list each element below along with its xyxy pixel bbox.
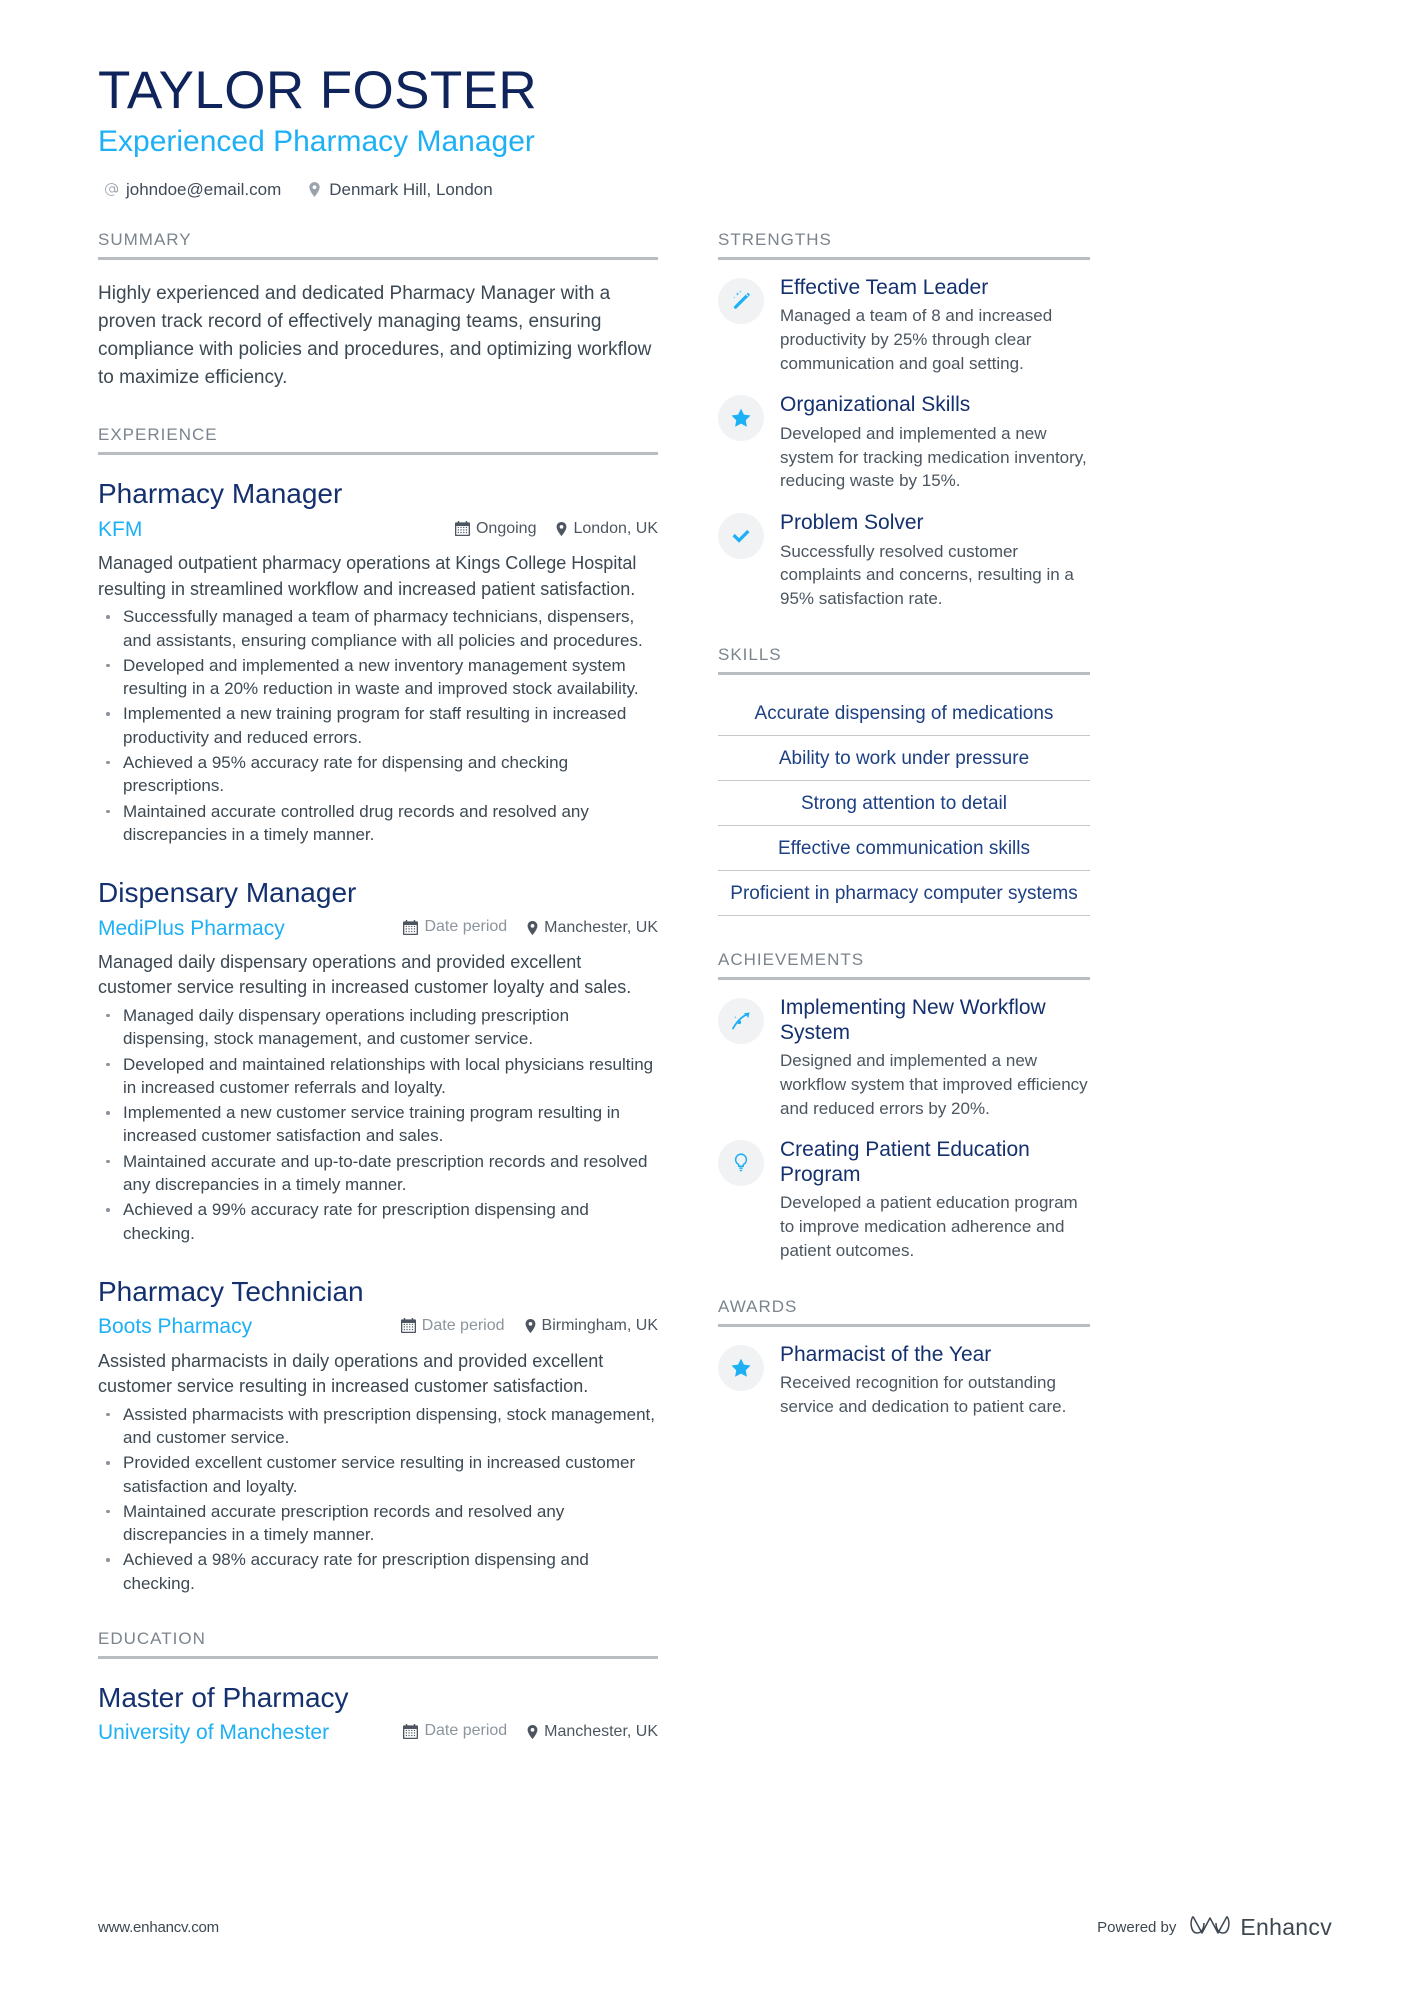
- summary-text: Highly experienced and dedicated Pharmacy Manager with a proven track record of effectively managing teams, ensuring compliance with policies and procedures, and optimizing workflow to maximize efficiency.: [98, 282, 652, 388]
- footer-branding: [1097, 1912, 1332, 1943]
- job-bullet: Achieved a 99% accuracy rate for prescription dispensing and checking.: [98, 1198, 658, 1245]
- education-location: [527, 1723, 658, 1741]
- contact-location-text: Denmark Hill, London: [329, 179, 493, 199]
- location-pin-icon: [525, 1319, 536, 1333]
- skill-item: Proficient in pharmacy computer systems: [718, 871, 1090, 916]
- strength-body: [780, 393, 1090, 493]
- job-location-text: Manchester, UK: [544, 918, 658, 936]
- trending-arrow-icon: [718, 998, 764, 1044]
- job-bullet: Achieved a 95% accuracy rate for dispensing and checking prescriptions.: [98, 751, 658, 798]
- award-item: [718, 1343, 1090, 1419]
- strength-description: Managed a team of 8 and increased productivity by 25% through clear communication and goal setting.: [780, 306, 1053, 373]
- calendar-icon: [455, 521, 470, 536]
- star-icon: [718, 1345, 764, 1391]
- section-heading-awards: AWARDS: [718, 1297, 1090, 1327]
- education-meta: [98, 1721, 658, 1745]
- location-pin-icon: [527, 921, 538, 935]
- strength-body: [780, 511, 1090, 611]
- education-degree: Master of Pharmacy: [98, 1681, 349, 1713]
- strength-title: Effective Team Leader: [780, 275, 989, 299]
- job-location: [527, 919, 658, 937]
- job-bullet: Maintained accurate and up-to-date prescription records and resolved any discrepancies in a timely manner.: [98, 1150, 658, 1197]
- job-bullet: Achieved a 98% accuracy rate for prescription dispensing and checking.: [98, 1548, 658, 1595]
- contact-location: [307, 180, 492, 200]
- section-heading-achievements: ACHIEVEMENTS: [718, 950, 1090, 980]
- job-role: Dispensary Manager: [98, 877, 357, 909]
- job-location: [525, 1317, 658, 1335]
- enhancv-wordmark: Enhancv: [1240, 1914, 1332, 1940]
- magic-wand-icon: [718, 278, 764, 324]
- calendar-icon: [401, 1318, 416, 1333]
- job-company: KFM: [98, 518, 143, 542]
- job-company: Boots Pharmacy: [98, 1315, 253, 1339]
- awards-list: [718, 1343, 1090, 1419]
- award-description: Received recognition for outstanding service and dedication to patient care.: [780, 1372, 1067, 1416]
- job-bullet: Implemented a new training program for staff resulting in increased productivity and reduced errors.: [98, 702, 658, 749]
- job-location-text: London, UK: [573, 520, 658, 538]
- skill-item: Effective communication skills: [718, 826, 1090, 871]
- location-pin-icon: [527, 1725, 538, 1739]
- job-bullet: Provided excellent customer service resulting in increased customer satisfaction and loyalty.: [98, 1451, 658, 1498]
- experience-entry: [98, 876, 658, 1245]
- job-date: [401, 1317, 505, 1335]
- enhancv-mark-icon: [1190, 1912, 1230, 1943]
- skill-item: Ability to work under pressure: [718, 736, 1090, 781]
- job-bullet: Maintained accurate prescription records and resolved any discrepancies in a timely manner.: [98, 1500, 658, 1547]
- job-bullets: [98, 1004, 658, 1245]
- achievement-title: Creating Patient Education Program: [780, 1138, 1030, 1186]
- skill-item: Strong attention to detail: [718, 781, 1090, 826]
- job-bullets: [98, 605, 658, 846]
- at-sign-icon: [104, 181, 119, 198]
- strengths-list: [718, 276, 1090, 611]
- education-school: University of Manchester: [98, 1720, 330, 1744]
- section-summary: [98, 230, 658, 392]
- job-description: Managed outpatient pharmacy operations at Kings College Hospital resulting in streamlined workflow and increased patient satisfaction.: [98, 553, 637, 599]
- job-description: Managed daily dispensary operations and provided excellent customer service resulting in increased customer loyalty and sales.: [98, 951, 632, 998]
- section-heading-summary: SUMMARY: [98, 230, 658, 260]
- section-heading-skills: SKILLS: [718, 645, 1090, 675]
- calendar-icon: [403, 1724, 418, 1739]
- right-column: [718, 230, 1090, 1419]
- job-meta: [98, 1314, 658, 1339]
- job-location: [556, 520, 658, 538]
- job-bullet: Maintained accurate controlled drug records and resolved any discrepancies in a timely manner.: [98, 800, 658, 847]
- job-description: Assisted pharmacists in daily operations and provided excellent customer service resulting in increased customer satisfaction.: [98, 1350, 604, 1397]
- job-role: Pharmacy Manager: [98, 478, 343, 510]
- strength-item: [718, 393, 1090, 493]
- section-heading-strengths: STRENGTHS: [718, 230, 1090, 260]
- award-title: Pharmacist of the Year: [780, 1342, 992, 1366]
- section-education: [98, 1629, 658, 1745]
- strength-description: Successfully resolved customer complaints and concerns, resulting in a 95% satisfaction rate.: [780, 541, 1074, 609]
- job-date-text: Date period: [424, 918, 508, 936]
- education-location-text: Manchester, UK: [544, 1722, 658, 1740]
- page-footer: [98, 1912, 1332, 1943]
- headline-subtitle: Experienced Pharmacy Manager: [98, 125, 535, 159]
- job-bullet: Assisted pharmacists with prescription dispensing, stock management, and customer service.: [98, 1403, 658, 1450]
- check-icon: [718, 513, 764, 559]
- skills-list: [718, 691, 1090, 916]
- strength-item: [718, 276, 1090, 376]
- job-date: [403, 918, 507, 936]
- location-pin-icon: [307, 181, 322, 198]
- contact-email-text: johndoe@email.com: [126, 179, 282, 199]
- footer-url[interactable]: www.enhancv.com: [98, 1919, 219, 1936]
- strength-title: Problem Solver: [780, 511, 924, 535]
- section-strengths: [718, 230, 1090, 611]
- job-meta: [98, 916, 658, 941]
- achievement-body: [780, 996, 1090, 1120]
- award-body: [780, 1343, 1090, 1419]
- strength-body: [780, 276, 1090, 376]
- left-column: [98, 230, 658, 1745]
- job-bullet: Implemented a new customer service training program resulting in increased customer satisfaction and sales.: [98, 1101, 658, 1148]
- resume-body: [98, 230, 1332, 1745]
- education-entry: [98, 1681, 658, 1745]
- lightbulb-icon: [718, 1140, 764, 1186]
- section-achievements: [718, 950, 1090, 1262]
- calendar-icon: [403, 920, 418, 935]
- location-pin-icon: [556, 522, 567, 536]
- section-heading-experience: EXPERIENCE: [98, 425, 658, 455]
- job-bullets: [98, 1403, 658, 1595]
- achievements-list: [718, 996, 1090, 1262]
- section-awards: [718, 1297, 1090, 1419]
- resume-header: [98, 62, 1332, 200]
- section-heading-education: EDUCATION: [98, 1629, 658, 1659]
- job-meta: [98, 517, 658, 542]
- contact-email[interactable]: [104, 180, 281, 200]
- job-bullet: Successfully managed a team of pharmacy technicians, dispensers, and assistants, ensuring compliance with all policies and procedures.: [98, 605, 658, 652]
- section-experience: [98, 425, 658, 1595]
- experience-entry: [98, 1275, 658, 1595]
- achievement-item: [718, 1138, 1090, 1262]
- achievement-description: Designed and implemented a new workflow system that improved efficiency and reduced errors by 20%.: [780, 1051, 1088, 1118]
- achievement-description: Developed a patient education program to improve medication adherence and patient outcomes.: [780, 1193, 1078, 1260]
- skill-item: Accurate dispensing of medications: [718, 691, 1090, 736]
- strength-title: Organizational Skills: [780, 393, 971, 417]
- job-bullet: Managed daily dispensary operations including prescription dispensing, stock management, and customer service.: [98, 1004, 658, 1051]
- job-bullet: Developed and implemented a new inventory management system resulting in a 20% reduction in waste and improved stock availability.: [98, 654, 658, 701]
- strength-description: Developed and implemented a new system for tracking medication inventory, reducing waste by 15%.: [780, 423, 1087, 491]
- job-location-text: Birmingham, UK: [541, 1317, 658, 1335]
- contact-row: [98, 180, 1332, 200]
- achievement-title: Implementing New Workflow System: [780, 996, 1046, 1044]
- enhancv-logo: [1190, 1912, 1332, 1943]
- job-role: Pharmacy Technician: [98, 1275, 364, 1307]
- job-date-text: Ongoing: [475, 519, 537, 537]
- section-skills: [718, 645, 1090, 916]
- job-bullet: Developed and maintained relationships with local physicians resulting in increased customer referrals and loyalty.: [98, 1053, 658, 1100]
- achievement-item: [718, 996, 1090, 1120]
- strength-item: [718, 511, 1090, 611]
- star-icon: [718, 395, 764, 441]
- job-date-text: Date period: [421, 1316, 505, 1334]
- job-company: MediPlus Pharmacy: [98, 916, 285, 940]
- experience-entry: [98, 477, 658, 846]
- powered-by-label: Powered by: [1097, 1919, 1177, 1936]
- achievement-body: [780, 1138, 1090, 1262]
- page-title: TAYLOR FOSTER: [98, 61, 538, 120]
- education-date: [403, 1722, 507, 1740]
- education-date-text: Date period: [424, 1722, 508, 1740]
- job-date: [455, 520, 537, 538]
